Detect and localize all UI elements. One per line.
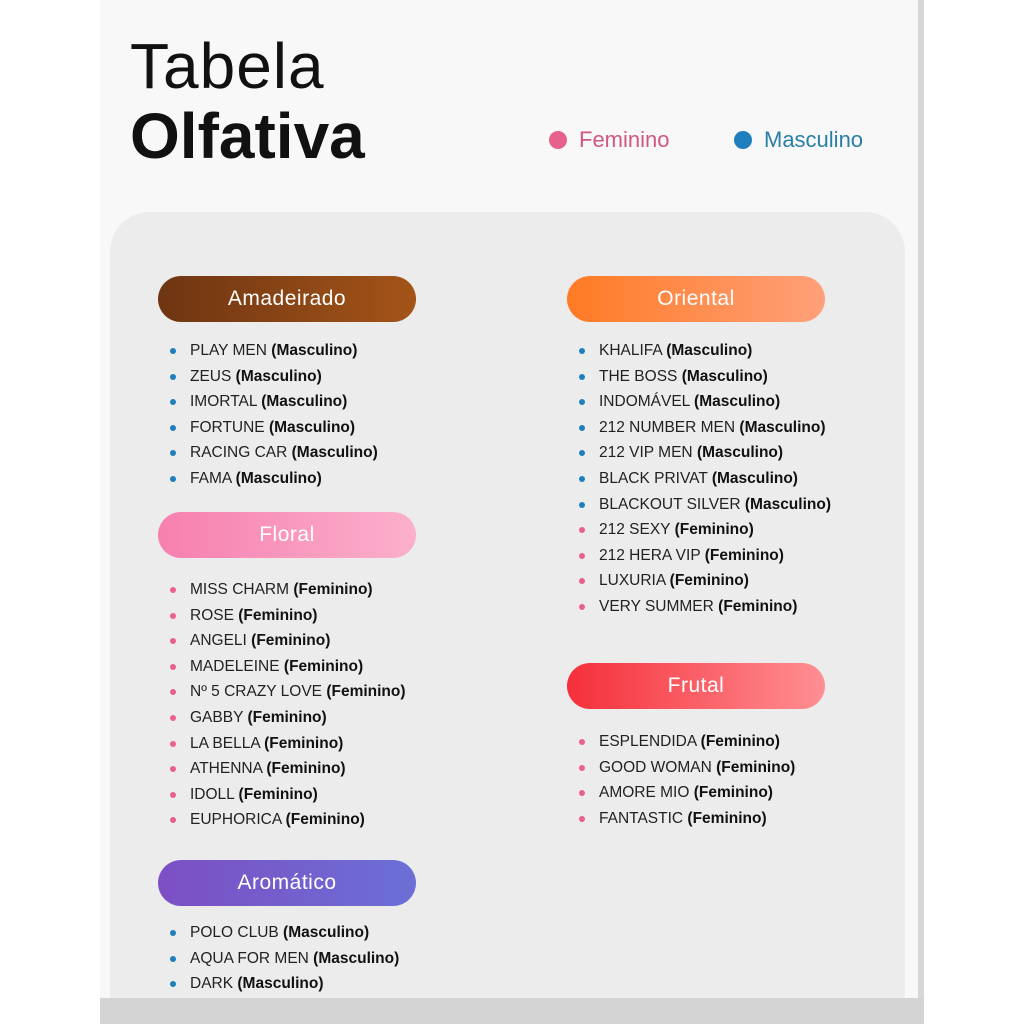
perfume-gender: (Feminino) <box>285 811 365 829</box>
list-amadeirado <box>170 338 378 492</box>
perfume-item <box>170 705 406 731</box>
perfume-gender: (Masculino) <box>694 393 781 411</box>
category-pill-amadeirado: Amadeirado <box>158 276 416 322</box>
perfume-name: FORTUNE <box>190 418 265 436</box>
perfume-item <box>579 594 831 620</box>
masculine-bullet-icon <box>170 348 176 354</box>
perfume-gender: (Feminino) <box>700 733 780 750</box>
legend-feminino <box>549 127 669 153</box>
perfume-item <box>579 364 831 390</box>
perfume-item <box>579 755 795 781</box>
perfume-item <box>170 731 406 757</box>
masculine-bullet-icon <box>579 450 585 456</box>
perfume-name: POLO CLUB <box>190 924 279 941</box>
perfume-item <box>579 466 831 492</box>
perfume-gender: (Masculino) <box>283 924 370 941</box>
feminine-bullet-icon <box>579 765 585 771</box>
perfume-item <box>170 782 406 808</box>
perfume-gender: (Masculino) <box>261 393 348 411</box>
title-line-1: Tabela <box>130 30 325 102</box>
perfume-gender: (Feminino) <box>674 521 754 539</box>
perfume-name: KHALIFA <box>599 342 662 359</box>
masculine-bullet-icon <box>579 374 585 380</box>
category-pill-frutal: Frutal <box>567 663 825 709</box>
category-pill-aromatico: Aromático <box>158 860 416 906</box>
perfume-item <box>170 920 399 946</box>
perfume-gender: (Feminino) <box>238 785 318 803</box>
feminine-bullet-icon <box>579 604 585 610</box>
feminine-bullet-icon <box>170 741 176 747</box>
perfume-name: PLAY MEN <box>190 342 267 359</box>
list-aromatico <box>170 920 399 997</box>
perfume-item <box>170 628 406 654</box>
perfume-item <box>579 415 831 441</box>
perfume-name: ZEUS <box>190 367 232 385</box>
perfume-name: LUXURIA <box>599 572 666 590</box>
perfume-gender: (Feminino) <box>669 572 749 590</box>
category-pill-oriental: Oriental <box>567 276 825 322</box>
perfume-gender: (Masculino) <box>268 418 356 436</box>
feminine-bullet-icon <box>170 638 176 644</box>
pink-dot-icon <box>549 131 567 149</box>
perfume-gender: (Masculino) <box>237 975 324 993</box>
list-oriental <box>579 338 831 620</box>
perfume-name: BLACKOUT SILVER <box>599 495 741 513</box>
masculine-bullet-icon <box>170 476 176 482</box>
perfume-name: IDOLL <box>190 785 235 803</box>
masculine-bullet-icon <box>170 956 176 962</box>
perfume-item <box>579 440 831 466</box>
feminine-bullet-icon <box>170 587 176 593</box>
perfume-gender: (Masculino) <box>696 444 784 462</box>
perfume-gender: (Masculino) <box>666 342 753 359</box>
legend-feminino-label: Feminino <box>579 127 670 152</box>
olfactory-table-page <box>100 0 918 998</box>
page-edge-divider <box>918 0 924 998</box>
perfume-name: ATHENNA <box>190 760 263 778</box>
perfume-gender: (Feminino) <box>687 809 767 827</box>
perfume-name: THE BOSS <box>599 367 678 385</box>
perfume-gender: (Feminino) <box>283 657 364 675</box>
masculine-bullet-icon <box>579 348 585 354</box>
content-card <box>110 212 905 998</box>
perfume-gender: (Masculino) <box>271 342 358 359</box>
perfume-gender: (Feminino) <box>247 708 327 726</box>
perfume-name: 212 NUMBER MEN <box>599 418 736 436</box>
title-line-2: Olfativa <box>130 100 365 172</box>
perfume-item <box>170 466 378 492</box>
perfume-gender: (Feminino) <box>326 683 406 701</box>
perfume-gender: (Masculino) <box>744 495 831 513</box>
feminine-bullet-icon <box>170 613 176 619</box>
feminine-bullet-icon <box>170 792 176 798</box>
perfume-name: BLACK PRIVAT <box>599 469 708 487</box>
masculine-bullet-icon <box>170 399 176 405</box>
perfume-item <box>170 440 378 466</box>
masculine-bullet-icon <box>170 374 176 380</box>
perfume-item <box>579 389 831 415</box>
perfume-gender: (Masculino) <box>711 469 798 487</box>
masculine-bullet-icon <box>170 425 176 431</box>
list-frutal <box>579 729 795 831</box>
perfume-gender: (Masculino) <box>291 444 378 462</box>
perfume-item <box>579 780 795 806</box>
perfume-name: FANTASTIC <box>599 809 684 827</box>
feminine-bullet-icon <box>579 578 585 584</box>
feminine-bullet-icon <box>170 689 176 695</box>
perfume-gender: (Feminino) <box>293 581 373 598</box>
perfume-item <box>579 543 831 569</box>
perfume-name: ANGELI <box>190 632 247 650</box>
feminine-bullet-icon <box>579 739 585 745</box>
perfume-item <box>170 338 378 364</box>
perfume-item <box>579 517 831 543</box>
perfume-item <box>170 577 406 603</box>
perfume-name: GOOD WOMAN <box>599 758 712 776</box>
perfume-name: MADELEINE <box>190 657 280 675</box>
masculine-bullet-icon <box>579 476 585 482</box>
masculine-bullet-icon <box>170 930 176 936</box>
feminine-bullet-icon <box>579 790 585 796</box>
feminine-bullet-icon <box>170 817 176 823</box>
perfume-name: RACING CAR <box>190 444 288 462</box>
perfume-item <box>579 729 795 755</box>
perfume-item <box>579 806 795 832</box>
feminine-bullet-icon <box>579 816 585 822</box>
perfume-item <box>579 568 831 594</box>
perfume-name: 212 SEXY <box>599 521 671 539</box>
list-floral <box>170 577 406 833</box>
perfume-gender: (Feminino) <box>693 784 773 802</box>
perfume-name: AMORE MIO <box>599 784 690 802</box>
perfume-name: VERY SUMMER <box>599 597 714 615</box>
perfume-gender: (Feminino) <box>718 597 798 615</box>
perfume-gender: (Feminino) <box>264 734 344 752</box>
perfume-gender: (Masculino) <box>235 367 322 385</box>
perfume-gender: (Feminino) <box>251 632 331 650</box>
perfume-name: 212 HERA VIP <box>599 546 701 564</box>
perfume-item <box>579 492 831 518</box>
perfume-item <box>170 389 378 415</box>
category-pill-floral: Floral <box>158 512 416 558</box>
perfume-item <box>170 807 406 833</box>
masculine-bullet-icon <box>579 502 585 508</box>
perfume-name: ROSE <box>190 606 234 624</box>
perfume-item <box>170 756 406 782</box>
perfume-name: ESPLENDIDA <box>599 733 697 750</box>
perfume-name: MISS CHARM <box>190 581 290 598</box>
feminine-bullet-icon <box>170 664 176 670</box>
perfume-name: GABBY <box>190 708 244 726</box>
perfume-gender: (Masculino) <box>739 418 826 436</box>
bottom-bar <box>100 998 924 1024</box>
feminine-bullet-icon <box>579 553 585 559</box>
perfume-name: Nº 5 CRAZY LOVE <box>190 683 322 701</box>
perfume-name: AQUA FOR MEN <box>190 949 309 967</box>
perfume-name: IMORTAL <box>190 393 257 411</box>
perfume-name: DARK <box>190 975 234 993</box>
legend-masculino <box>734 127 863 153</box>
feminine-bullet-icon <box>170 715 176 721</box>
masculine-bullet-icon <box>170 450 176 456</box>
perfume-gender: (Feminino) <box>266 760 346 778</box>
perfume-gender: (Masculino) <box>681 367 768 385</box>
perfume-name: EUPHORICA <box>190 811 282 829</box>
masculine-bullet-icon <box>170 981 176 987</box>
feminine-bullet-icon <box>170 766 176 772</box>
feminine-bullet-icon <box>579 527 585 533</box>
blue-dot-icon <box>734 131 752 149</box>
perfume-gender: (Masculino) <box>313 949 400 967</box>
perfume-name: LA BELLA <box>190 734 260 752</box>
perfume-gender: (Feminino) <box>716 758 796 776</box>
perfume-name: FAMA <box>190 469 232 487</box>
perfume-item <box>170 946 399 972</box>
perfume-item <box>170 679 406 705</box>
masculine-bullet-icon <box>579 399 585 405</box>
masculine-bullet-icon <box>579 425 585 431</box>
perfume-gender: (Feminino) <box>238 606 318 624</box>
perfume-item <box>170 654 406 680</box>
perfume-item <box>170 971 399 997</box>
perfume-item <box>579 338 831 364</box>
perfume-item <box>170 603 406 629</box>
legend-masculino-label: Masculino <box>764 127 864 152</box>
perfume-item <box>170 364 378 390</box>
perfume-gender: (Feminino) <box>704 546 784 564</box>
perfume-name: 212 VIP MEN <box>599 444 693 462</box>
perfume-name: INDOMÁVEL <box>599 393 690 411</box>
perfume-item <box>170 415 378 441</box>
perfume-gender: (Masculino) <box>235 469 322 487</box>
